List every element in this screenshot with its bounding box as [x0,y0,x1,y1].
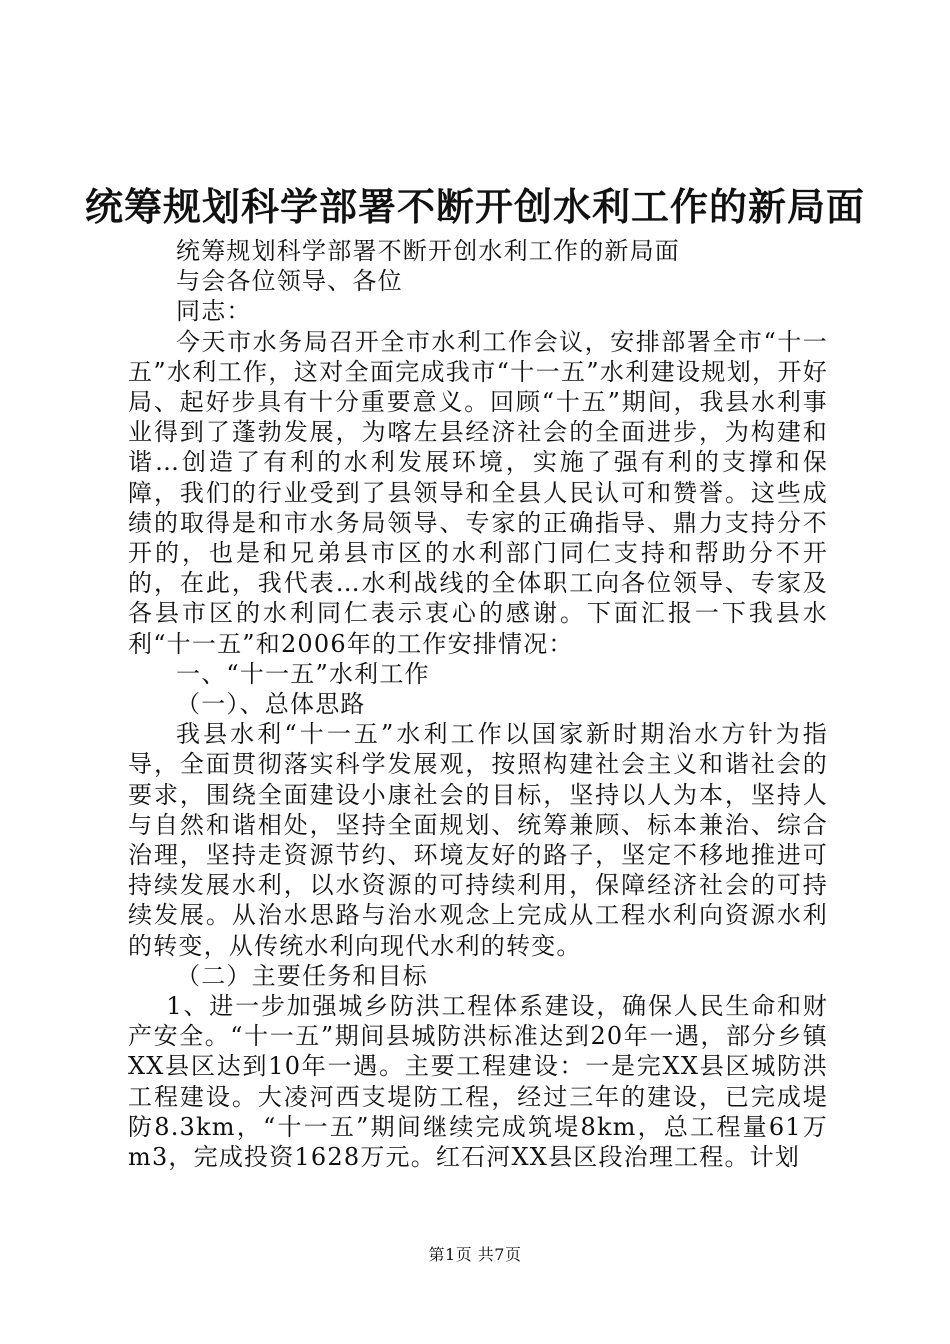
subsection-heading: （一）、总体思路 [176,690,366,719]
body-paragraph: 1、进一步加强城乡防洪工程体系建设，确保人民生命和财产安全。“十一五”期间县城防洪标准达到20年一遇，部分乡镇XX县区达到10年一遇。主要工程建设：一是完XX县区城防洪工程建设。大凌河西支堤防工程，经过三年的建设，已完成堤防8.3km，“十一五”期间继续完成筑堤8km，总工程量61万m3，完成投资1628万元。红石河XX县区段治理工程。计划 [128,992,828,1172]
body-paragraph: 与会各位领导、各位 [176,267,403,296]
document-body [128,236,828,1172]
section-heading: 一、“十一五”水利工作 [176,659,430,688]
body-paragraph: 统筹规划科学部署不断开创水利工作的新局面 [176,237,680,265]
body-paragraph: 今天市水务局召开全市水利工作会议，安排部署全市“十一五”水利工作，这对全面完成我市“十一五”水利建设规划，开好局、起好步具有十分重要意义。回顾“十五”期间，我县水利事业得到了蓬勃发展，为喀左县经济社会的全面进步，为构建和谐…创造了有利的水利发展环境，实施了强有利的支撑和保障，我们的行业受到了县领导和全县人民认可和赞誉。这些成绩的取得是和市水务局领导、专家的正确指导、鼎力支持分不开的，也是和兄弟县市区的水利部门同仁支持和帮助分不开的，在此，我代表…水利战线的全体职工向各位领导、专家及各县市区的水利同仁表示衷心的感谢。下面汇报一下我县水利“十一五”和2006年的工作安排情况： [128,327,828,658]
subsection-heading: （二）主要任务和目标 [176,961,428,990]
body-paragraph: 同志： [176,297,252,326]
document-title: 统筹规划科学部署不断开创水利工作的新局面 [84,184,865,229]
page-footer: 第1页 共7页 [428,1245,522,1264]
body-paragraph: 我县水利“十一五”水利工作以国家新时期治水方针为指导，全面贯彻落实科学发展观，按照构建社会主义和谐社会的要求，围绕全面建设小康社会的目标，坚持以人为本，坚持人与自然和谐相处，坚持全面规划、统筹兼顾、标本兼治、综合治理，坚持走资源节约、环境友好的路子，坚定不移地推进可持续发展水利，以水资源的可持续利用，保障经济社会的可持续发展。从治水思路与治水观念上完成从工程水利向资源水利的转变，从传统水利向现代水利的转变。 [128,720,828,960]
